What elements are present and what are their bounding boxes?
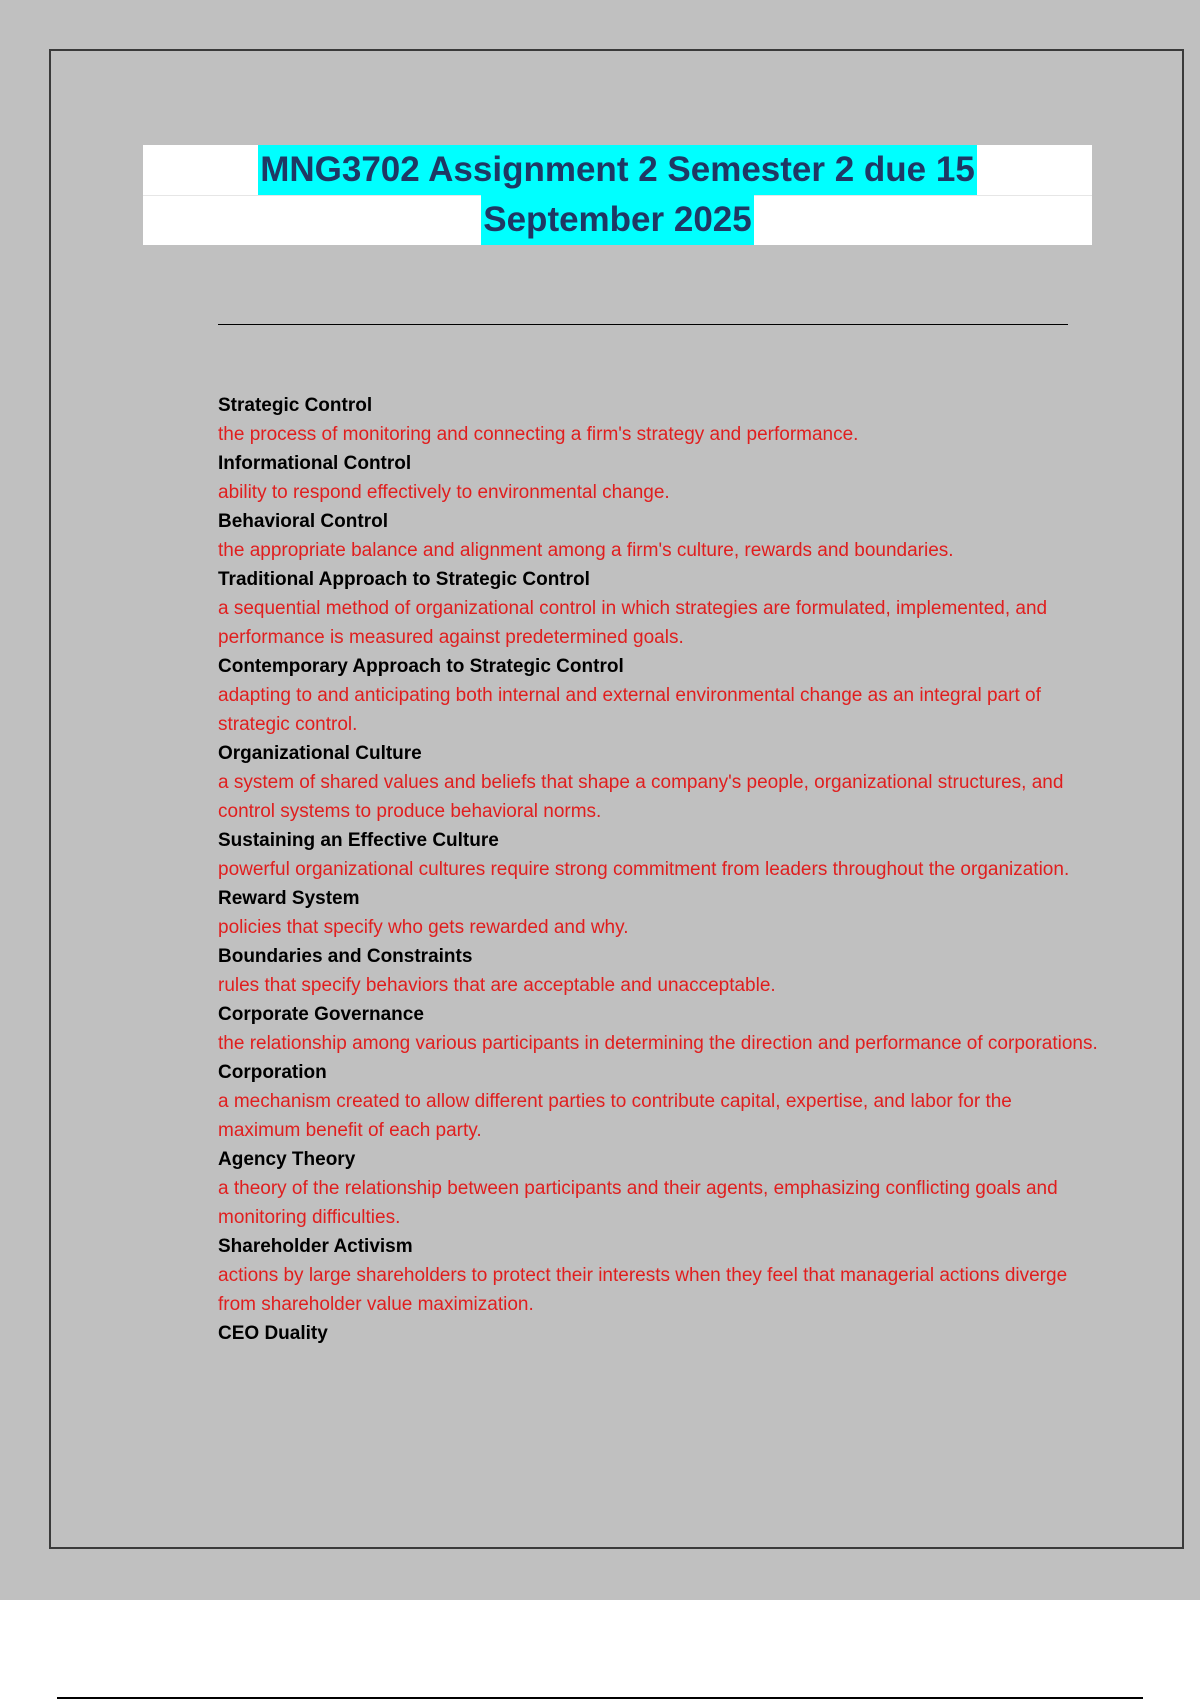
- definition: rules that specify behaviors that are acceptable and unacceptable.: [218, 975, 776, 996]
- glossary-entry: [218, 449, 1098, 507]
- glossary-entry: [218, 1319, 1098, 1348]
- title-line-2: [143, 195, 1092, 245]
- document-title-line-2: September 2025: [481, 195, 753, 245]
- glossary-entry: [218, 507, 1098, 565]
- glossary-entry: [218, 1000, 1098, 1058]
- glossary-entry: [218, 652, 1098, 739]
- term: Behavioral Control: [218, 511, 388, 532]
- definition: policies that specify who gets rewarded and why.: [218, 917, 629, 938]
- glossary-entry: [218, 1145, 1098, 1232]
- term: Sustaining an Effective Culture: [218, 830, 499, 851]
- definition: powerful organizational cultures require strong commitment from leaders throughout the organization.: [218, 859, 1070, 880]
- term: Corporation: [218, 1062, 327, 1083]
- glossary-entry: [218, 739, 1098, 826]
- term: CEO Duality: [218, 1323, 328, 1344]
- definition: a system of shared values and beliefs that shape a company's people, organizational structures, and control systems to produce behavioral norms.: [218, 772, 1064, 822]
- glossary-entry: [218, 1232, 1098, 1319]
- glossary-list: [218, 391, 1098, 1348]
- bottom-rule: [57, 1697, 1143, 1699]
- title-box: [143, 145, 1092, 245]
- glossary-entry: [218, 942, 1098, 1000]
- glossary-entry: [218, 826, 1098, 884]
- term: Informational Control: [218, 453, 412, 474]
- term: Contemporary Approach to Strategic Control: [218, 656, 624, 677]
- definition: the relationship among various participants in determining the direction and performance of corporations.: [218, 1033, 1098, 1054]
- definition: a mechanism created to allow different parties to contribute capital, expertise, and labor for the maximum benefit of each party.: [218, 1091, 1012, 1141]
- term: Agency Theory: [218, 1149, 356, 1170]
- glossary-entry: [218, 884, 1098, 942]
- definition: the process of monitoring and connecting a firm's strategy and performance.: [218, 424, 859, 445]
- definition: ability to respond effectively to environmental change.: [218, 482, 670, 503]
- definition: actions by large shareholders to protect their interests when they feel that managerial actions diverge from shareholder value maximization.: [218, 1265, 1068, 1315]
- title-line-1: [143, 145, 1092, 195]
- term: Corporate Governance: [218, 1004, 424, 1025]
- definition: a theory of the relationship between participants and their agents, emphasizing conflicting goals and monitoring difficulties.: [218, 1178, 1058, 1228]
- glossary-entry: [218, 1058, 1098, 1145]
- definition: adapting to and anticipating both internal and external environmental change as an integral part of strategic control.: [218, 685, 1041, 735]
- term: Shareholder Activism: [218, 1236, 413, 1257]
- term: Reward System: [218, 888, 360, 909]
- term: Organizational Culture: [218, 743, 422, 764]
- term: Traditional Approach to Strategic Control: [218, 569, 590, 590]
- definition: a sequential method of organizational control in which strategies are formulated, implemented, and performance is measured against predetermined goals.: [218, 598, 1048, 648]
- term: Strategic Control: [218, 395, 373, 416]
- glossary-entry: [218, 565, 1098, 652]
- document-title-line-1: MNG3702 Assignment 2 Semester 2 due 15: [258, 145, 977, 195]
- term: Boundaries and Constraints: [218, 946, 473, 967]
- definition: the appropriate balance and alignment among a firm's culture, rewards and boundaries.: [218, 540, 954, 561]
- glossary-entry: [218, 391, 1098, 449]
- horizontal-rule: [218, 324, 1068, 325]
